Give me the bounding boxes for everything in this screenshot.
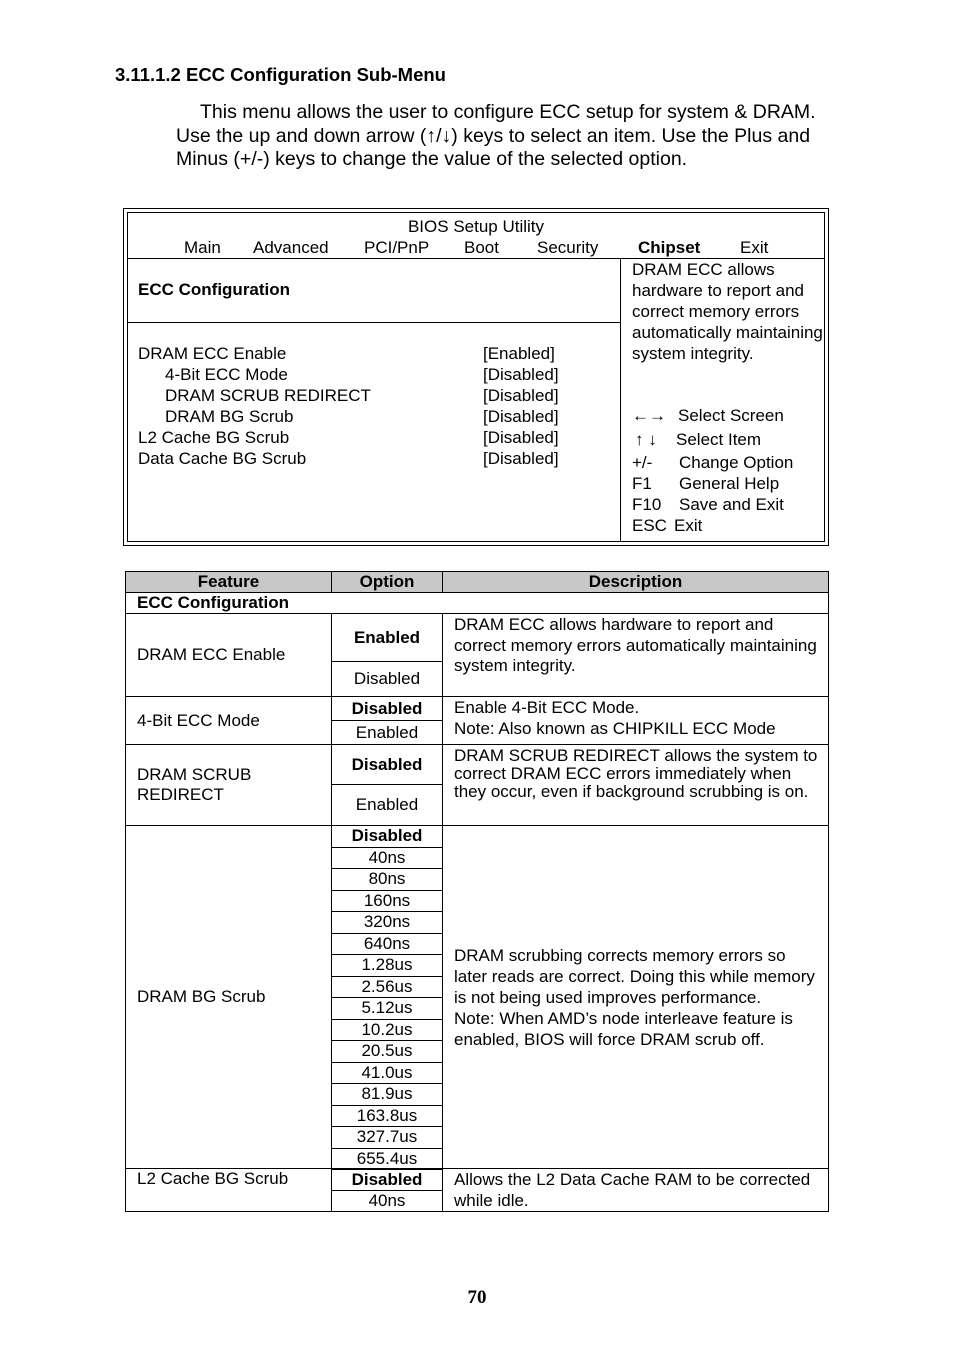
description-l2-cache-bg-scrub: Allows the L2 Data Cache RAM to be corrected while idle. [442,1168,829,1212]
option-alt: 40ns [331,847,443,870]
bios-column-divider [620,258,621,541]
key-hint-action: Save and Exit [679,495,784,514]
description-note: Note: Also known as CHIPKILL ECC Mode [454,719,776,738]
option-alt: 40ns [331,1190,443,1212]
bios-item-value[interactable]: [Enabled] [483,344,555,363]
option-alt: 81.9us [331,1083,443,1106]
table-header-description: Description [442,571,829,593]
option-alt: 20.5us [331,1040,443,1063]
bios-screen-inner [127,212,825,542]
option-alt: Enabled [331,720,443,745]
bios-menu-advanced[interactable]: Advanced [253,238,329,257]
bios-menu-security[interactable]: Security [537,238,599,257]
feature-l2-cache-bg-scrub: L2 Cache BG Scrub [125,1168,332,1212]
key-hint-action: Change Option [679,453,794,472]
option-default: Disabled [331,1168,443,1191]
option-alt: 655.4us [331,1148,443,1171]
option-alt: 327.7us [331,1126,443,1149]
page-number: 70 [467,1287,487,1308]
table-header-feature: Feature [125,571,332,593]
option-default: Disabled [331,696,443,721]
description-dram-scrub-redirect: DRAM SCRUB REDIRECT allows the system to correct DRAM ECC errors immediately when they occur, even if background scrubbing is on. [442,744,829,826]
bios-item-label[interactable]: DRAM ECC Enable [138,344,287,363]
key-hint-row [632,453,793,473]
bios-item-label[interactable]: DRAM SCRUB REDIRECT [165,386,371,405]
option-default: Disabled [331,744,443,785]
description-line: Enable 4-Bit ECC Mode. [454,698,640,717]
key-hint-action: Select Screen [678,406,784,425]
table-section-row: ECC Configuration [125,592,829,614]
key-hint-action: General Help [679,474,780,493]
key-hint-row [632,406,784,426]
bios-section-divider [128,322,620,323]
bios-item-label[interactable]: Data Cache BG Scrub [138,449,307,468]
key-hint-key: F1 [632,474,652,493]
bios-menu-boot[interactable]: Boot [464,238,499,257]
bios-menu-main[interactable]: Main [184,238,221,257]
bios-menu-exit[interactable]: Exit [740,238,769,257]
key-hint-row [632,516,702,536]
bios-help-text: DRAM ECC allows hardware to report and correct memory errors automatically maintaining system integrity. [632,260,823,363]
feature-dram-ecc-enable: DRAM ECC Enable [125,613,332,697]
option-alt: 1.28us [331,954,443,977]
up-down-arrow-icon: ↑ ↓ [635,430,657,449]
option-alt: 5.12us [331,997,443,1020]
option-alt: 80ns [331,868,443,891]
bios-menu-chipset[interactable]: Chipset [638,238,701,257]
bios-item-label[interactable]: 4-Bit ECC Mode [165,365,288,384]
key-hint-action: Select Item [676,430,762,449]
bios-item-value[interactable]: [Disabled] [483,365,559,384]
option-alt: 160ns [331,890,443,913]
description-dram-bg-scrub [442,825,829,1169]
description-dram-ecc-enable: DRAM ECC allows hardware to report and correct memory errors automatically maintaining system integrity. [442,613,829,697]
option-alt: 41.0us [331,1062,443,1085]
description-note: Note: When AMD’s node interleave feature is enabled, BIOS will force DRAM scrub off. [454,1008,793,1049]
bios-item-value[interactable]: [Disabled] [483,386,559,405]
key-hint-row [632,495,784,515]
bios-section-title: ECC Configuration [138,280,291,299]
bios-item-value[interactable]: [Disabled] [483,428,559,447]
bios-title: BIOS Setup Utility [407,217,545,236]
bios-item-value[interactable]: [Disabled] [483,449,559,468]
option-alt: 163.8us [331,1105,443,1128]
key-hint-row [632,430,761,450]
description-4bit-ecc-mode [442,696,829,745]
feature-dram-bg-scrub: DRAM BG Scrub [125,825,332,1169]
key-hint-key: +/- [632,453,653,472]
key-hint-row [632,474,779,494]
option-alt: 10.2us [331,1019,443,1042]
left-right-arrow-icon: ←→ [632,406,666,425]
table-header-option: Option [331,571,443,593]
bios-item-label[interactable]: L2 Cache BG Scrub [138,428,290,447]
key-hint-key: F10 [632,495,662,514]
feature-table [125,571,829,1212]
key-hint-action: Exit [674,516,703,535]
description-text: DRAM scrubbing corrects memory errors so later reads are correct. Doing this while memory is not being used improves performance. [454,945,815,1007]
option-default: Enabled [331,613,443,662]
option-default: Disabled [331,825,443,848]
intro-paragraph: This menu allows the user to configure ECC setup for system & DRAM. Use the up and down arrow (↑/↓) keys to select an item. Use the Plus and Minus (+/-) keys to change the value of the selected option. [176,101,816,170]
feature-4bit-ecc-mode: 4-Bit ECC Mode [125,696,332,745]
bios-screen [123,208,829,546]
feature-dram-scrub-redirect: DRAM SCRUB REDIRECT [125,744,332,826]
key-hint-key: ESC [632,516,667,535]
option-alt: 320ns [331,911,443,934]
option-alt: Disabled [331,661,443,697]
option-alt: 640ns [331,933,443,956]
bios-item-value[interactable]: [Disabled] [483,407,559,426]
option-alt: Enabled [331,784,443,826]
bios-menu-pcipnp[interactable]: PCI/PnP [364,238,430,257]
bios-item-label[interactable]: DRAM BG Scrub [165,407,294,426]
option-alt: 2.56us [331,976,443,999]
section-heading: 3.11.1.2 ECC Configuration Sub-Menu [115,64,446,85]
